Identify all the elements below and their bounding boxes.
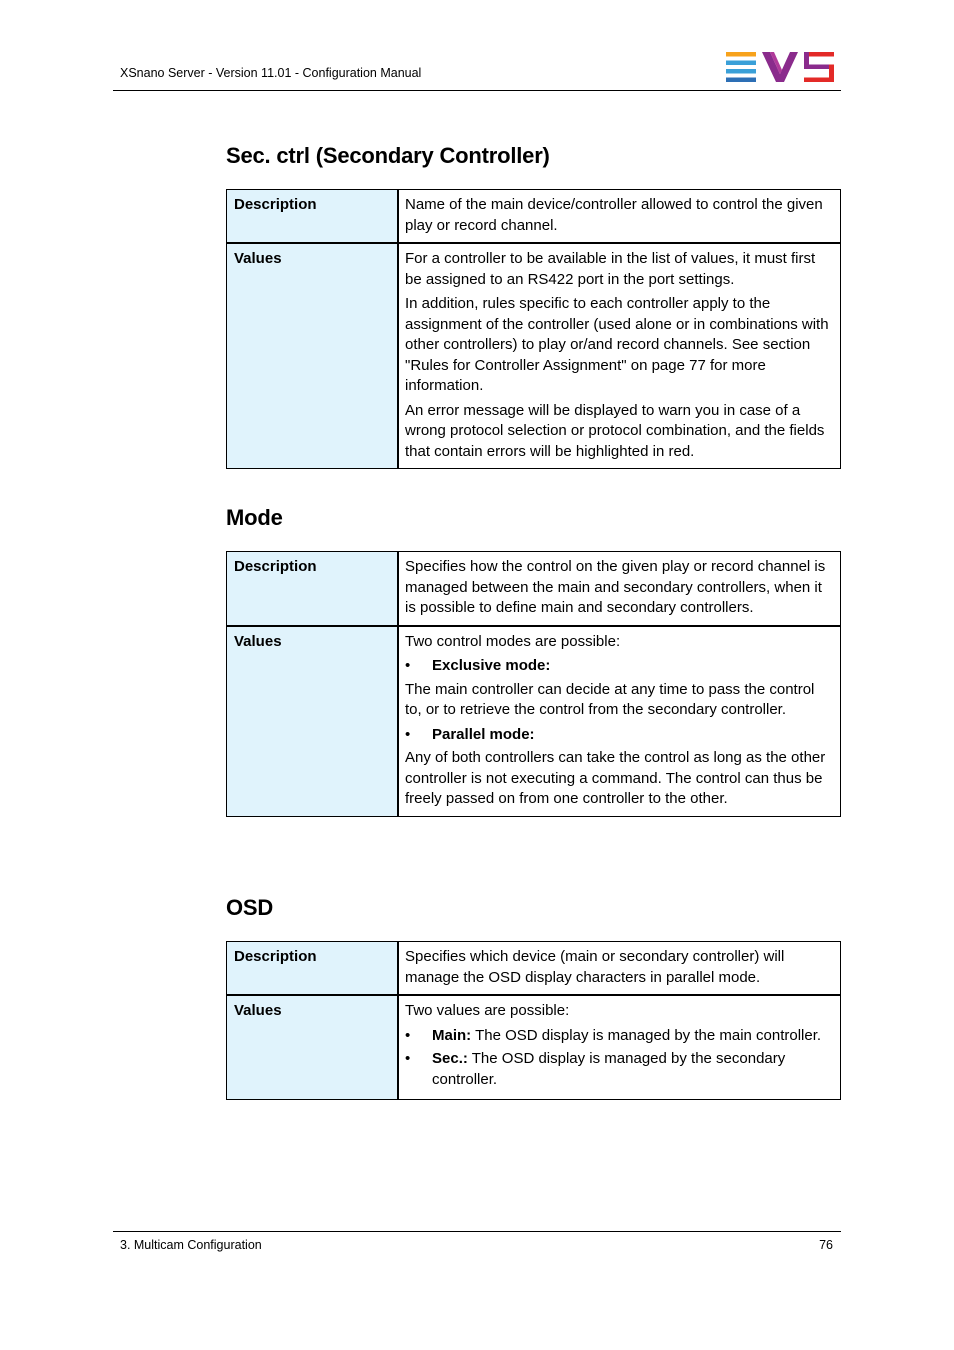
header-divider: [113, 90, 841, 91]
running-header: XSnano Server - Version 11.01 - Configuration Manual: [120, 66, 422, 80]
paragraph: For a controller to be available in the list of values, it must first be assigned to an RS422 port in the port settings.: [405, 250, 816, 288]
page-number: 76: [819, 1238, 833, 1252]
section-title-sec-ctrl: Sec. ctrl (Secondary Controller): [226, 143, 550, 168]
section-title-mode: Mode: [226, 505, 283, 530]
list-text: [432, 1026, 834, 1047]
footer-chapter: 3. Multicam Configuration: [120, 1238, 262, 1252]
list-text: The main controller can decide at any time to pass the control to, or to retrieve the control from the secondary controller.: [405, 680, 815, 718]
list-description: The OSD display is managed by the secondary controller.: [432, 1050, 786, 1088]
footer-divider: [113, 1231, 841, 1232]
list-description: The OSD display is managed by the main controller.: [471, 1026, 822, 1044]
list-text: [432, 1049, 834, 1090]
osd-table: [226, 941, 841, 1100]
list-term: Main:: [432, 1026, 472, 1044]
table-row: [227, 190, 841, 244]
row-label: Description: [227, 190, 399, 244]
row-label: Values: [227, 995, 399, 1100]
row-label: Values: [227, 626, 399, 817]
list-item: [405, 1026, 834, 1047]
table-row: [227, 995, 841, 1100]
row-value: Specifies how the control on the given play or record channel is managed between the main and secondary controllers, when it is possible to define main and secondary controllers.: [398, 552, 841, 626]
row-value: [398, 995, 841, 1100]
row-value: Specifies which device (main or secondary controller) will manage the OSD display characters in parallel mode.: [398, 942, 841, 996]
bullet-icon: •: [405, 725, 411, 743]
table-row: [227, 626, 841, 817]
row-label: Description: [227, 552, 399, 626]
list-text: Any of both controllers can take the control as long as the other controller is not executing a command. The control can thus be freely passed on from one controller to the other.: [405, 749, 826, 807]
row-value: Name of the main device/controller allowed to control the given play or record channel.: [398, 190, 841, 244]
section-title-osd: OSD: [226, 895, 274, 920]
table-row: [227, 942, 841, 996]
evs-logo: [726, 52, 834, 82]
table-row: [227, 243, 841, 469]
paragraph: An error message will be displayed to warn you in case of a wrong protocol selection or protocol combination, and the fields that contain errors will be highlighted in red.: [405, 401, 825, 460]
bullet-icon: •: [405, 1050, 411, 1067]
row-value: [398, 243, 841, 469]
row-value: [398, 626, 841, 817]
list-term: Parallel mode:: [432, 725, 535, 743]
row-label: Values: [227, 243, 399, 469]
mode-table: [226, 551, 841, 817]
paragraph: Two values are possible:: [405, 1002, 570, 1019]
table-row: [227, 552, 841, 626]
list-item: [405, 725, 834, 746]
list-term: Exclusive mode:: [432, 657, 551, 674]
list-item: [405, 656, 834, 677]
row-label: Description: [227, 942, 399, 996]
paragraph: In addition, rules specific to each controller apply to the assignment of the controller (used alone or in combinations with other controllers) to play or/and record channels. See section "Rules for Controller Assignment" on page 77 for more information.: [405, 295, 829, 394]
paragraph: Two control modes are possible:: [405, 632, 621, 650]
bullet-icon: •: [405, 1026, 411, 1044]
list-term: Sec.:: [432, 1050, 468, 1067]
sec-ctrl-table: [226, 189, 841, 469]
bullet-icon: •: [405, 657, 411, 674]
list-item: [405, 1049, 834, 1090]
